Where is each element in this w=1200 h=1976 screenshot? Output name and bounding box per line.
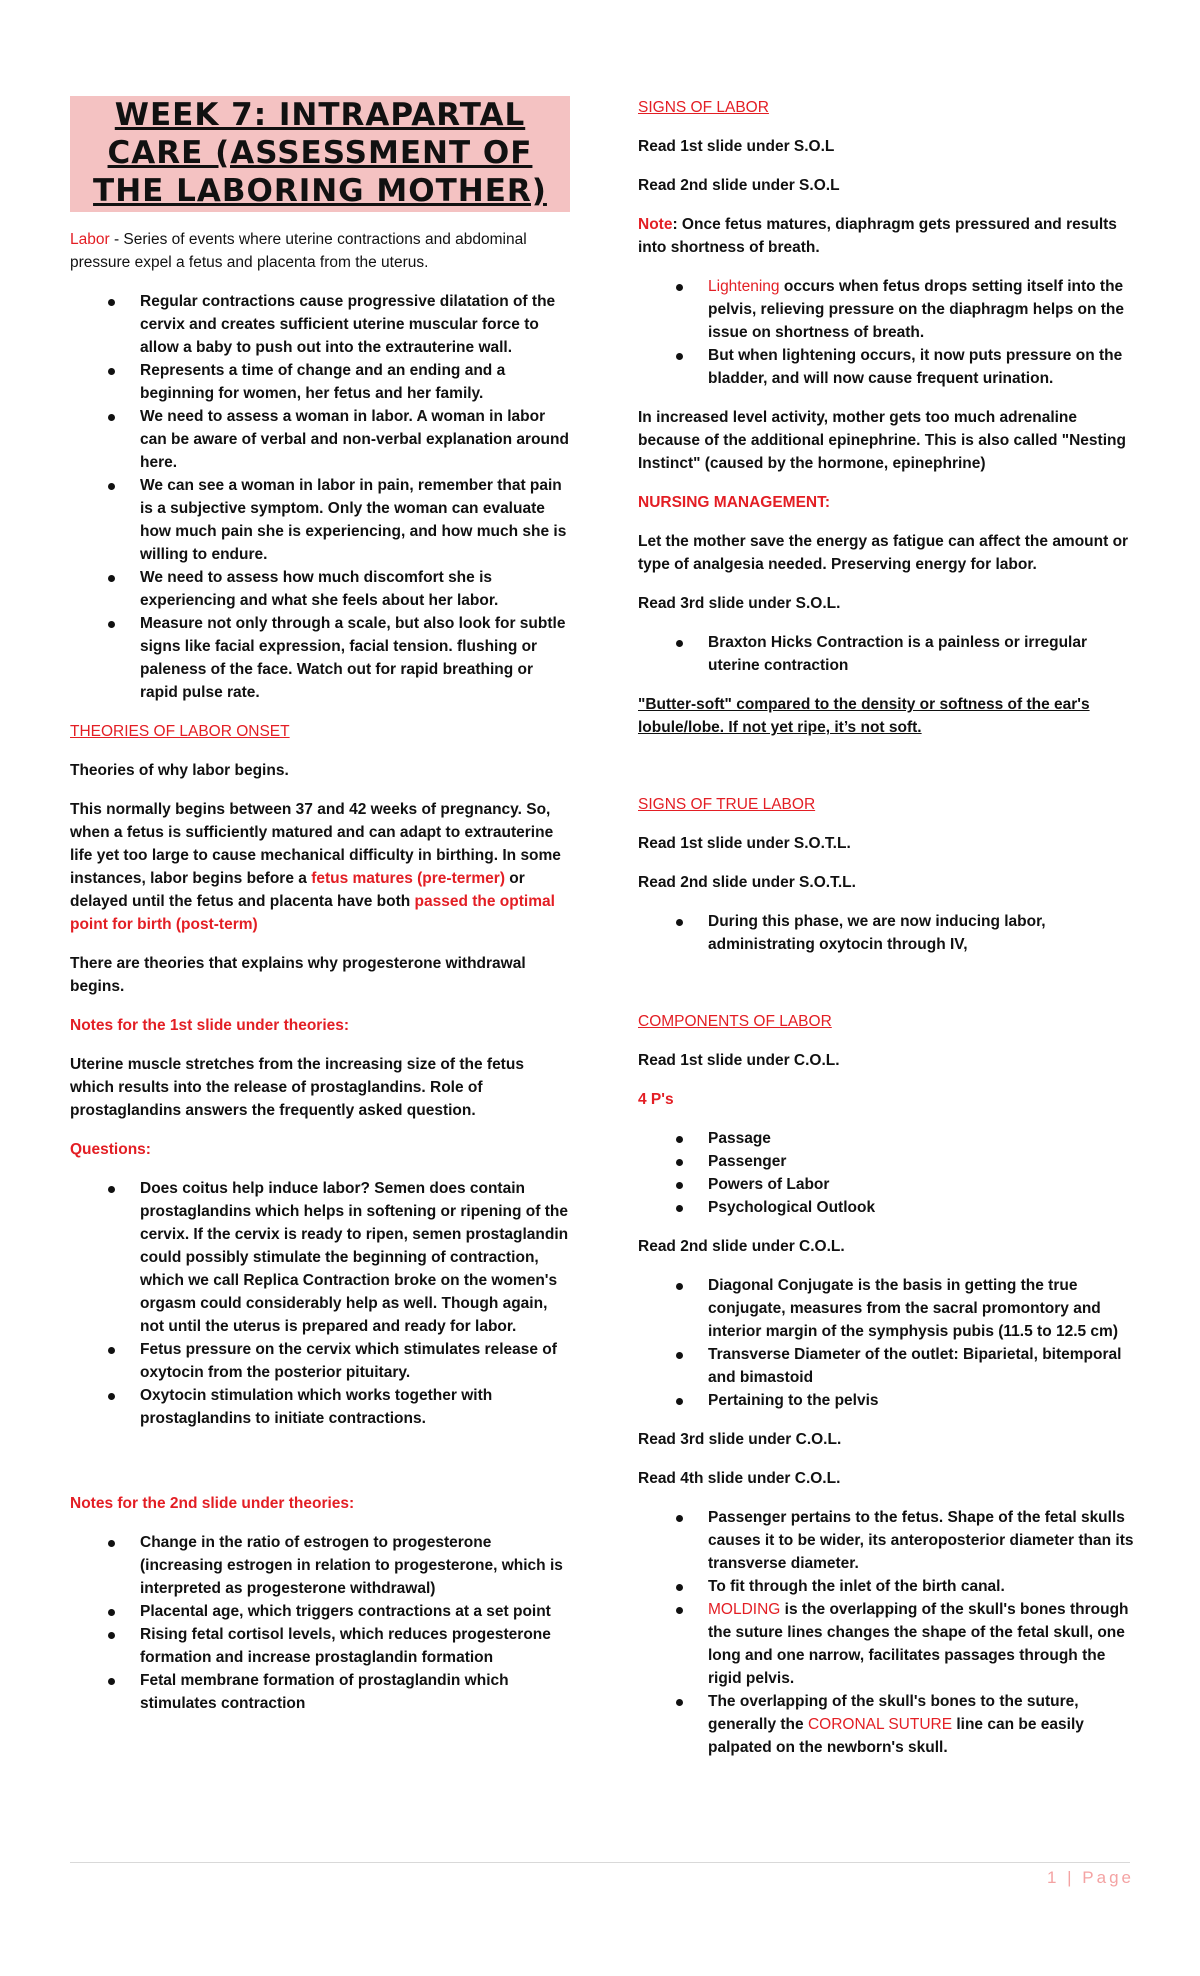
components-of-labor-heading: COMPONENTS OF LABOR: [638, 1013, 832, 1030]
note-text: : Once fetus matures, diaphragm gets pressured and results into shortness of breath.: [638, 216, 1117, 256]
signs-of-true-labor-heading: SIGNS OF TRUE LABOR: [638, 796, 816, 813]
spacer: [638, 972, 1134, 1010]
col-read-4: Read 4th slide under C.O.L.: [638, 1470, 841, 1487]
list-item: Change in the ratio of estrogen to progesterone (increasing estrogen in relation to progesterone, which is interpreted as progesterone withdrawal): [140, 1531, 570, 1600]
list-item: Represents a time of change and an ending and a beginning for women, her fetus and her family.: [140, 359, 570, 405]
intro-bullet-list: [70, 290, 570, 704]
nursing-management-text: Let the mother save the energy as fatigue can affect the amount or type of analgesia needed. Preserving energy for labor.: [638, 533, 1129, 573]
spacer: [70, 1446, 570, 1492]
sotl-read-1: Read 1st slide under S.O.T.L.: [638, 835, 851, 852]
lightening-term: Lightening: [708, 278, 780, 295]
list-item: During this phase, we are now inducing labor, administrating oxytocin through IV,: [708, 910, 1134, 956]
list-item: Transverse Diameter of the outlet: Biparietal, bitemporal and bimastoid: [708, 1343, 1134, 1389]
notes2-heading: Notes for the 2nd slide under theories:: [70, 1495, 355, 1512]
theories-paragraph: [70, 798, 570, 936]
braxton-bullet-list: [638, 631, 1134, 677]
questions-heading: Questions:: [70, 1141, 151, 1158]
labor-term: Labor: [70, 231, 110, 248]
sol-read-2: Read 2nd slide under S.O.L: [638, 177, 840, 194]
col-read-2: Read 2nd slide under C.O.L.: [638, 1238, 845, 1255]
coronal-suture-term: CORONAL SUTURE: [807, 1716, 953, 1733]
list-item: Pertaining to the pelvis: [708, 1389, 1134, 1412]
pre-term-highlight: fetus matures (pre-termer): [311, 870, 505, 887]
list-item: Diagonal Conjugate is the basis in getting the true conjugate, measures from the sacral promontory and interior margin of the symphysis pubis (11.5 to 12.5 cm): [708, 1274, 1134, 1343]
footer-divider: [70, 1862, 1130, 1863]
list-item: We need to assess how much discomfort she is experiencing and what she feels about her labor.: [140, 566, 570, 612]
four-ps-heading: 4 P's: [638, 1091, 674, 1108]
note-paragraph: [638, 213, 1134, 259]
theories-text-b: or delayed until the fetus and placenta have both: [70, 870, 525, 910]
list-item: [708, 275, 1134, 344]
list-item: [708, 1598, 1134, 1690]
list-item: Regular contractions cause progressive dilatation of the cervix and creates sufficient uterine muscular force to allow a baby to push out into the extrauterine wall.: [140, 290, 570, 359]
list-item: We can see a woman in labor in pain, remember that pain is a subjective symptom. Only the woman can evaluate how much pain she is experiencing, and how much she is willing to endure.: [140, 474, 570, 566]
coronal-text-b: line can be easily palpated on the newborn's skull.: [708, 1716, 1084, 1756]
notes1-text: Uterine muscle stretches from the increasing size of the fetus which results into the release of prostaglandins. Role of prostaglandins answers the frequently asked question.: [70, 1056, 524, 1119]
lightening-bullet-list: [638, 275, 1134, 390]
list-item: Passenger: [708, 1150, 1134, 1173]
list-item: To fit through the inlet of the birth canal.: [708, 1575, 1134, 1598]
theories-intro: Theories of why labor begins.: [70, 762, 289, 779]
list-item: Fetal membrane formation of prostaglandin which stimulates contraction: [140, 1669, 570, 1715]
left-column: [70, 96, 570, 1731]
list-item: Fetus pressure on the cervix which stimulates release of oxytocin from the posterior pituitary.: [140, 1338, 570, 1384]
page-number: [1047, 1868, 1134, 1888]
page-separator: |: [1059, 1868, 1083, 1887]
questions-bullet-list: [70, 1177, 570, 1430]
col4-bullet-list: [638, 1506, 1134, 1759]
col-read-3: Read 3rd slide under C.O.L.: [638, 1431, 842, 1448]
list-item: Braxton Hicks Contraction is a painless or irregular uterine contraction: [708, 631, 1134, 677]
list-item: Measure not only through a scale, but also look for subtle signs like facial expression, facial tension. flushing or paleness of the face. Watch out for rapid breathing or rapid pulse rate.: [140, 612, 570, 704]
notes1-heading: Notes for the 1st slide under theories:: [70, 1017, 350, 1034]
molding-term: MOLDING: [708, 1601, 781, 1618]
title-banner: [70, 96, 570, 212]
list-item: Oxytocin stimulation which works together with prostaglandins to initiate contractions.: [140, 1384, 570, 1430]
note-label: Note: [638, 216, 673, 233]
sol-read-3: Read 3rd slide under S.O.L.: [638, 595, 841, 612]
coronal-text-a: The overlapping of the skull's bones to the suture, generally the: [708, 1693, 1079, 1733]
theories-heading: THEORIES OF LABOR ONSET: [70, 723, 290, 740]
page-title: WEEK 7: INTRAPARTAL CARE (ASSESSMENT OF THE LABORING MOTHER): [93, 97, 547, 209]
butter-soft-paragraph: "Butter-soft" compared to the density or softness of the ear's lobule/lobe. If not yet ripe, it’s not soft.: [638, 696, 1090, 736]
lightening-text: occurs when fetus drops setting itself into the pelvis, relieving pressure on the diaphragm helps on the issue on shortness of breath.: [708, 278, 1125, 341]
four-ps-bullet-list: [638, 1127, 1134, 1219]
page-label: Page: [1082, 1868, 1134, 1887]
post-term-highlight: passed the optimal point for birth (post-term): [70, 893, 555, 933]
page-number-value: 1: [1046, 1868, 1060, 1887]
list-item: We need to assess a woman in labor. A woman in labor can be aware of verbal and non-verbal explanation around here.: [140, 405, 570, 474]
progesterone-paragraph: There are theories that explains why progesterone withdrawal begins.: [70, 955, 526, 995]
signs-of-labor-heading: SIGNS OF LABOR: [638, 99, 769, 116]
list-item: Psychological Outlook: [708, 1196, 1134, 1219]
list-item: Passenger pertains to the fetus. Shape of the fetal skulls causes it to be wider, its anteroposterior diameter than its transverse diameter.: [708, 1506, 1134, 1575]
list-item: But when lightening occurs, it now puts pressure on the bladder, and will now cause frequent urination.: [708, 344, 1134, 390]
theories-text-a: This normally begins between 37 and 42 weeks of pregnancy. So, when a fetus is sufficiently matured and can adapt to extrauterine life yet too large to cause mechanical difficulty in birthing. In some instances, labor begins before a: [70, 801, 561, 887]
molding-text: is the overlapping of the skull's bones through the suture lines changes the shape of the fetal skull, one long and one narrow, facilitates passages through the rigid pelvis.: [708, 1601, 1129, 1687]
list-item: Placental age, which triggers contractions at a set point: [140, 1600, 570, 1623]
list-item: Does coitus help induce labor? Semen does contain prostaglandins which helps in softening or ripening of the cervix. If the cervix is ready to ripen, semen prostaglandin could possibly stimulate the beginning of contraction, which we call Replica Contraction broke on the women's orgasm could considerably help as well. Though again, not until the uterus is prepared and ready for labor.: [140, 1177, 570, 1338]
col2-bullet-list: [638, 1274, 1134, 1412]
labor-definition-text: - Series of events where uterine contractions and abdominal pressure expel a fetus and placenta from the uterus.: [70, 231, 527, 271]
list-item: Powers of Labor: [708, 1173, 1134, 1196]
list-item: Rising fetal cortisol levels, which reduces progesterone formation and increase prostaglandin formation: [140, 1623, 570, 1669]
nursing-management-heading: NURSING MANAGEMENT:: [638, 494, 831, 511]
spacer: [638, 755, 1134, 793]
col-read-1: Read 1st slide under C.O.L.: [638, 1052, 840, 1069]
right-column: [638, 96, 1134, 1775]
sotl-bullet-list: [638, 910, 1134, 956]
sotl-read-2: Read 2nd slide under S.O.T.L.: [638, 874, 856, 891]
sol-read-1: Read 1st slide under S.O.L: [638, 138, 835, 155]
labor-definition: [70, 228, 570, 274]
list-item: Passage: [708, 1127, 1134, 1150]
nesting-paragraph: In increased level activity, mother gets too much adrenaline because of the additional epinephrine. This is also called "Nesting Instinct" (caused by the hormone, epinephrine): [638, 409, 1126, 472]
list-item: [708, 1690, 1134, 1759]
notes2-bullet-list: [70, 1531, 570, 1715]
